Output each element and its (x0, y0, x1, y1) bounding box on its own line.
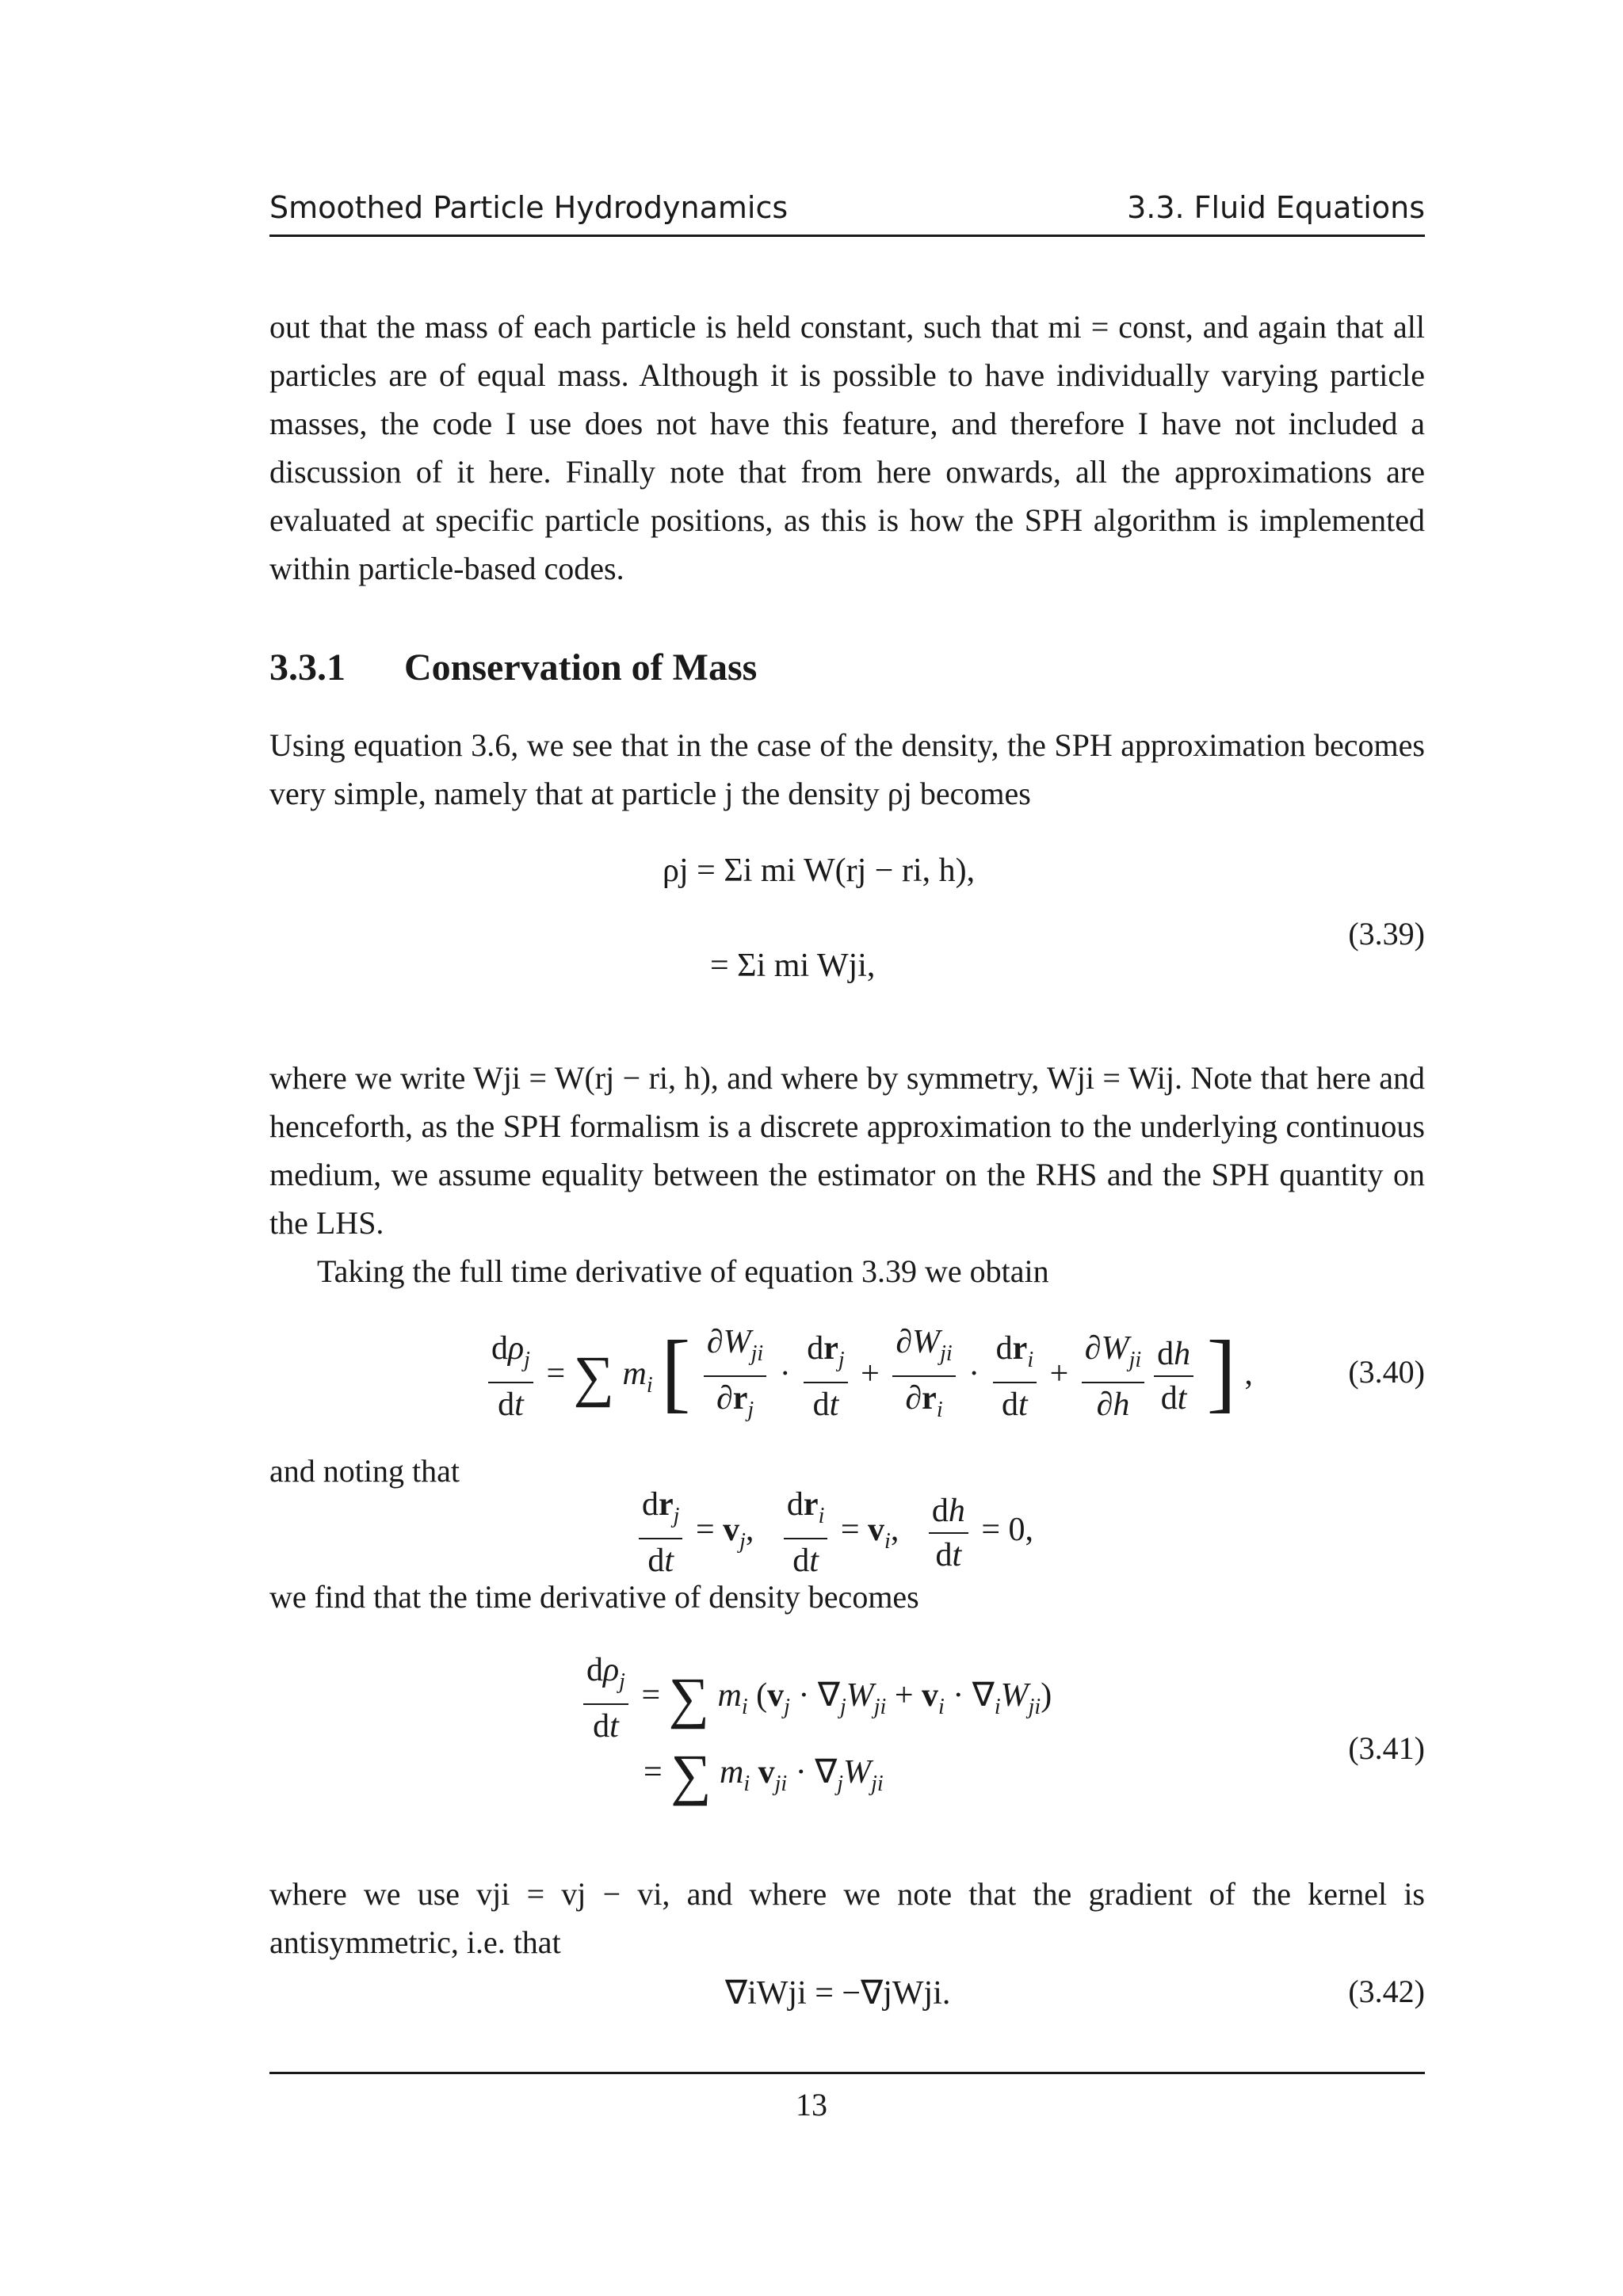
equation-velocity-relations: $\frac{dr_j}{dt}$ = $v_j$, $\frac{dr_i}{dt}$ = $v_i$, $\frac{dh}{dt}$ = 0, (634, 1486, 1033, 1579)
running-header (269, 190, 1425, 237)
equation-number-3-42: (3.42) (1348, 1974, 1425, 2009)
section-heading (269, 646, 757, 689)
page-number: 13 (796, 2087, 827, 2122)
equation-3-39-line-1: ρj = Σi mi W(rj − ri, h), (663, 852, 976, 889)
paragraph-symmetry: where we write Wji = W(rj − ri, h), and where by symmetry, Wji = Wij. Note that here and henceforth, as the SPH formalism is a discrete approximation to the underlying continuous medium, we assume equality between the estimator on the RHS and the SPH quantity on the LHS. (269, 1060, 1425, 1241)
footer-rule (269, 2072, 1425, 2074)
paragraph-density-derivative: we find that the time derivative of density becomes (269, 1579, 919, 1615)
equation-3-41-line-2: = ∑ $m_i$ $v_{ji} \cdot \nabla_jW_{ji}$ (643, 1743, 884, 1806)
section-title: Conservation of Mass (404, 646, 758, 688)
equation-number-3-40: (3.40) (1348, 1354, 1425, 1390)
paragraph-time-derivative: Taking the full time derivative of equation 3.39 we obtain (317, 1253, 1049, 1289)
header-section-title: 3.3. Fluid Equations (1127, 190, 1425, 225)
equation-number-3-39: (3.39) (1348, 916, 1425, 952)
equation-3-40: $\frac{d\rho_j}{dt}$ = ∑ $m_i$ [ $\frac{\partial W_{ji}}{\partial r_j}$ · $\frac{dr_j}{dt}$ + $\frac{\partial W_{ji}}{\partial r_i}$ · $\frac{dr_i}{dt}$ + $\frac{\partial W_{ji}}{\partial h}$ $\frac{dh}{dt}$ ] , (483, 1322, 1253, 1428)
paragraph-density: Using equation 3.6, we see that in the case of the density, the SPH approximation becomes very simple, namely that at particle j the density ρj becomes (269, 727, 1425, 811)
equation-3-42: ∇iWji = −∇jWji. (725, 1975, 951, 2012)
paragraph-noting: and noting that (269, 1453, 460, 1489)
section-number: 3.3.1 (269, 646, 346, 688)
paragraph-antisymmetric: where we use vji = vj − vi, and where we note that the gradient of the kernel is antisymmetric, i.e. that (269, 1876, 1425, 1960)
header-chapter-title: Smoothed Particle Hydrodynamics (269, 190, 789, 225)
paragraph-intro: out that the mass of each particle is held constant, such that mi = const, and again that all particles are of equal mass. Although it is possible to have individually varying particle masses, the code I use does not have this feature, and therefore I have not included a discussion of it here. Finally note that from here onwards, all the approximations are evaluated at specific particle positions, as this is how the SPH algorithm is implemented within particle-based codes. (269, 309, 1425, 586)
equation-3-39-line-2: = Σi mi Wji, (710, 948, 876, 984)
equation-number-3-41: (3.41) (1348, 1730, 1425, 1766)
equation-3-41-line-1: $\frac{d\rho_j}{dt}$ = ∑ $m_i$ $(v_j \cdot \nabla_jW_{ji} + v_i \cdot \nabla_iW_{ji})$ (579, 1652, 1052, 1745)
